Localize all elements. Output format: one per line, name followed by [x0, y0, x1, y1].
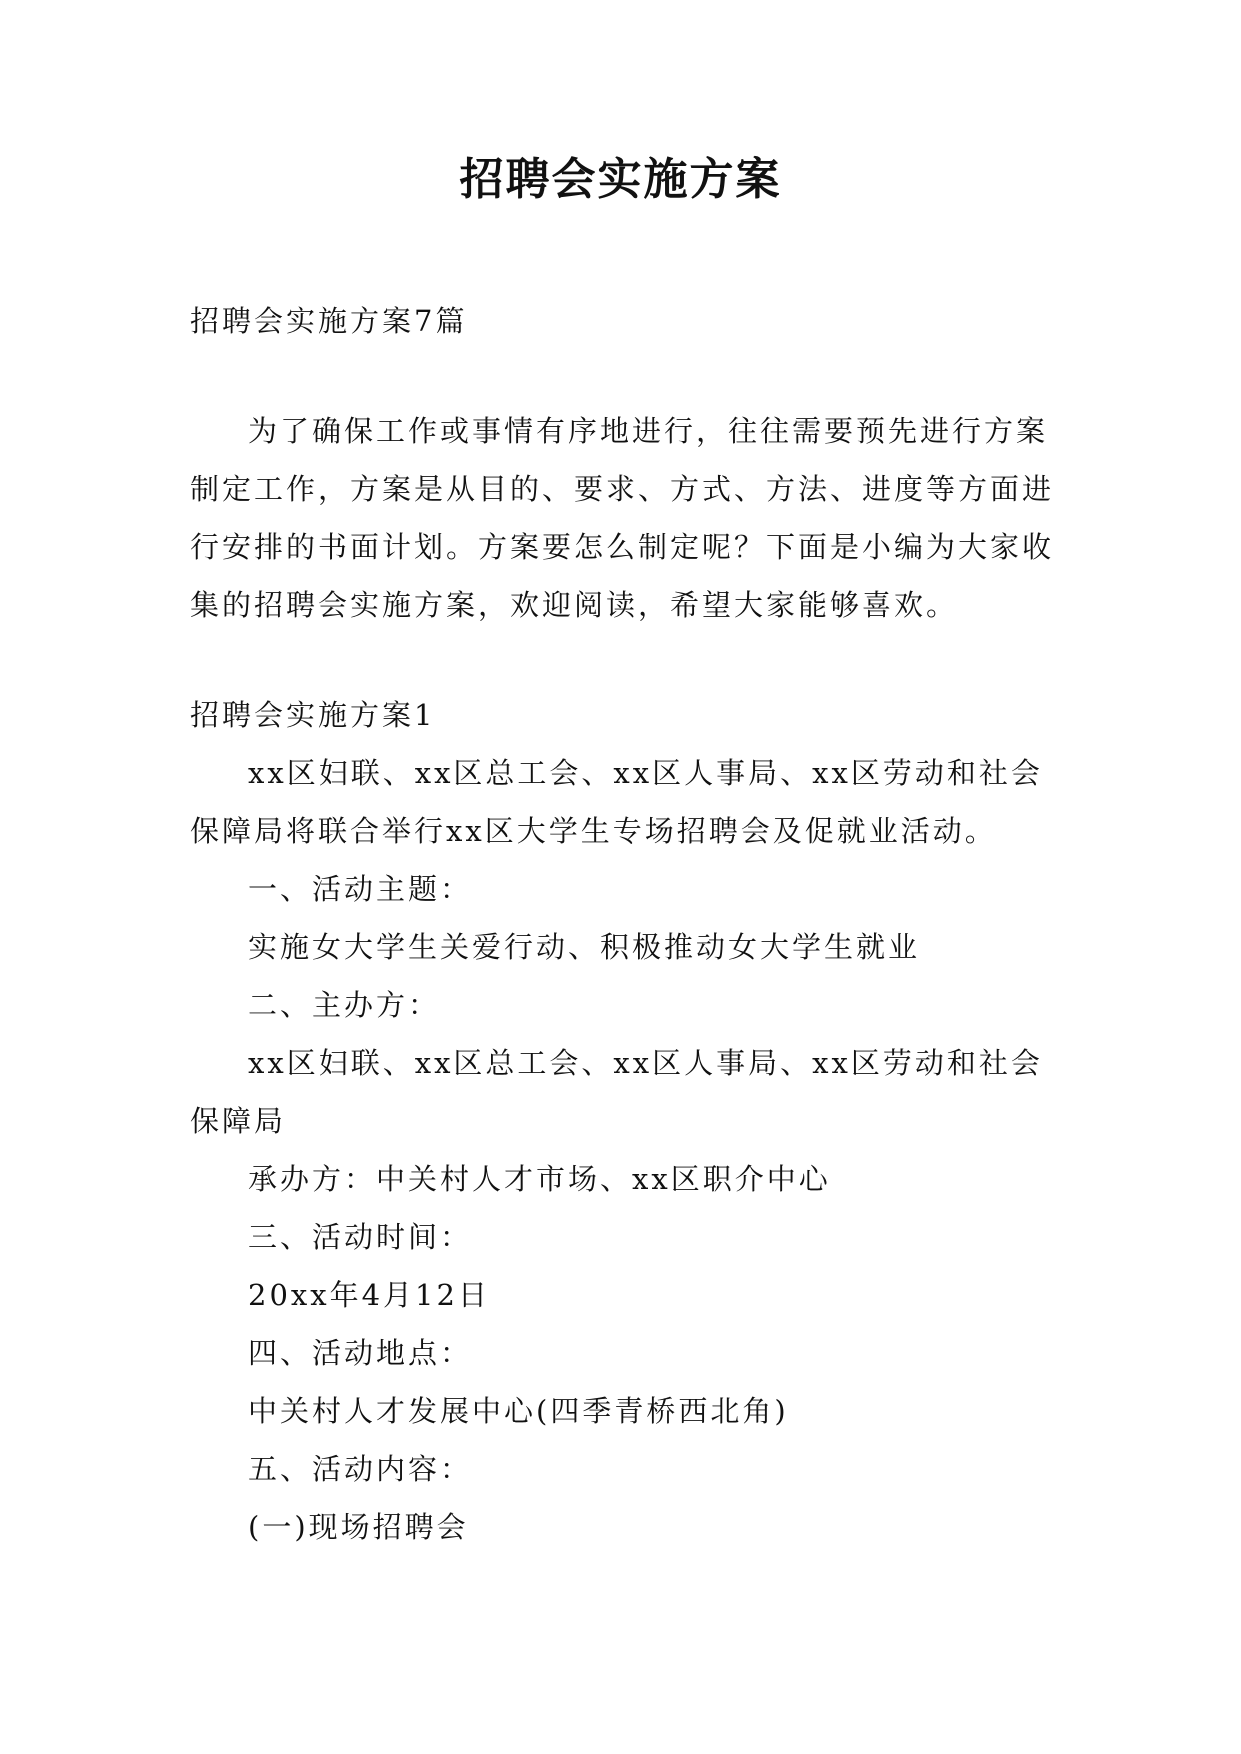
- intro-paragraph: 为了确保工作或事情有序地进行，往往需要预先进行方案制定工作，方案是从目的、要求、方式、方法、进度等方面进行安排的书面计划。方案要怎么制定呢？下面是小编为大家收集的招聘会实施方案，欢迎阅读，希望大家能够喜欢。: [190, 414, 1055, 622]
- content-heading: 五、活动内容：: [248, 1452, 473, 1486]
- document-title: 招聘会实施方案: [459, 154, 782, 205]
- theme-text: 实施女大学生关爱行动、积极推动女大学生就业: [248, 930, 921, 964]
- section-paragraph: xx区妇联、xx区总工会、xx区人事局、xx区劳动和社会保障局将联合举行xx区大学生专场招聘会及促就业活动。: [190, 756, 1043, 848]
- theme-heading: 一、活动主题：: [248, 872, 473, 906]
- time-heading: 三、活动时间：: [248, 1220, 473, 1254]
- document-body: [190, 292, 1070, 1556]
- time-text: 20xx年4月12日: [248, 1278, 490, 1312]
- place-heading: 四、活动地点：: [248, 1336, 473, 1370]
- section-heading: 招聘会实施方案1: [190, 698, 436, 732]
- content-item: (一)现场招聘会: [248, 1510, 469, 1544]
- place-text: 中关村人才发展中心(四季青桥西北角): [248, 1394, 789, 1428]
- organizer-text: 承办方：中关村人才市场、xx区职介中心: [248, 1162, 831, 1196]
- host-heading: 二、主办方：: [248, 988, 441, 1022]
- host-text: xx区妇联、xx区总工会、xx区人事局、xx区劳动和社会保障局: [190, 1046, 1043, 1138]
- document-subtitle: 招聘会实施方案7篇: [190, 304, 468, 338]
